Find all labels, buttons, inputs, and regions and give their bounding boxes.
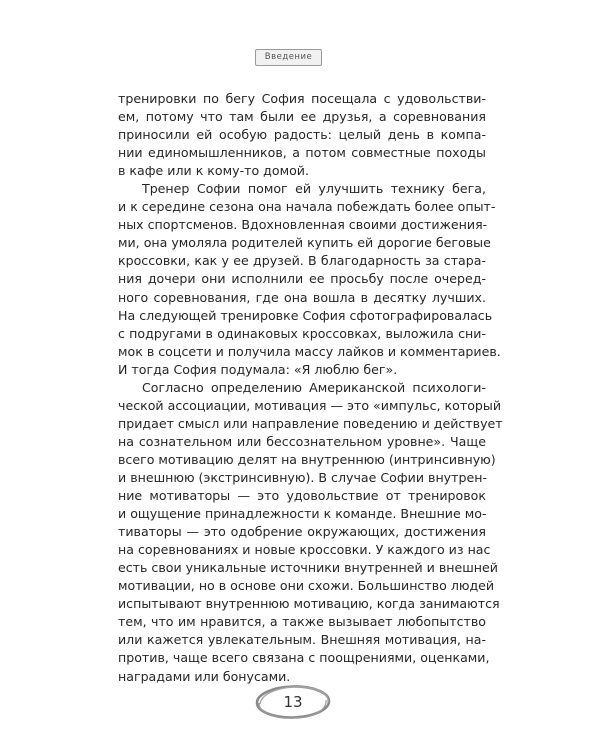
text-line: на сознательном или бессознательном уровне». Чаще [118, 433, 486, 449]
text-line: с подругами в одинаковых кроссовках, выложила сни- [118, 325, 486, 341]
text-line: и к середине сезона она начала побеждать более опыт- [118, 199, 496, 215]
text-line: испытывают внутреннюю мотивацию, когда занимаются [118, 596, 500, 612]
text-line: тренировки по бегу София посещала с удовольстви- [118, 91, 486, 106]
text-line: ми, она умоляла родителей купить ей дорогие беговые [118, 235, 491, 251]
text-line: в кафе или к кому-то домой. [118, 163, 309, 179]
section-label: Введение [255, 49, 322, 66]
text-line: ние мотиваторы — это удовольствие от тренировок [118, 488, 486, 504]
text-line: придает смысл или направление поведению и действует [118, 415, 503, 431]
text-line: наградами или бонусами. [118, 668, 291, 684]
paragraph [118, 379, 503, 686]
text-line: И тогда София подумала: «Я люблю бег». [118, 361, 398, 377]
paragraph [118, 90, 486, 180]
text-line: и внешнюю (экстринсивную). В случае Софии внутрен- [118, 469, 487, 485]
text-line: есть свои уникальные источники внутренней и внешней [118, 560, 498, 576]
text-line: и ощущение принадлежности к команде. Внешние мо- [118, 506, 487, 522]
page-number: 13 [283, 693, 303, 711]
text-line: мотивации, но в основе они схожи. Большинство людей [118, 578, 495, 594]
text-line: ем, потому что там были ее друзья, а соревнования [118, 109, 486, 125]
text-line: тем, что им нравится, а также вызывает любопытство [118, 614, 486, 630]
text-line: приносили ей особую радость: целый день в компа- [118, 127, 486, 143]
text-line: или кажется увлекательным. Внешняя мотивация, на- [118, 632, 486, 648]
text-line: кроссовки, как у ее друзей. В благодарность за стара- [118, 253, 486, 269]
paragraph [118, 180, 501, 379]
text-line: ческой ассоциации, мотивация — это «импульс, который [118, 397, 502, 413]
text-line: против, чаще всего связана с поощрениями, оценками, [118, 650, 490, 666]
body-text [118, 90, 503, 686]
text-line: тиваторы — это одобрение окружающих, достижения [118, 524, 486, 540]
text-line: Тренер Софии помог ей улучшить технику бега, [142, 181, 486, 197]
text-line: На следующей тренировке София сфотографировалась [118, 307, 493, 323]
text-line: нии единомышленников, а потом совместные походы [118, 145, 486, 161]
page-number-badge [254, 683, 332, 721]
text-line: ния дочери они исполнили ее просьбу после очеред- [118, 271, 486, 287]
text-line: ного соревнования, где она вошла в десятку лучших. [118, 289, 486, 305]
text-line: Согласно определению Американской психологи- [142, 379, 486, 395]
text-line: мок в соцсети и получила массу лайков и комментариев. [118, 343, 501, 359]
text-line: всего мотивацию делят на внутреннюю (интринсивную) [118, 451, 496, 467]
text-line: на соревнованиях и новые кроссовки. У каждого из нас [118, 542, 491, 558]
text-line: ных спортсменов. Вдохновленная своими достижения- [118, 217, 488, 233]
